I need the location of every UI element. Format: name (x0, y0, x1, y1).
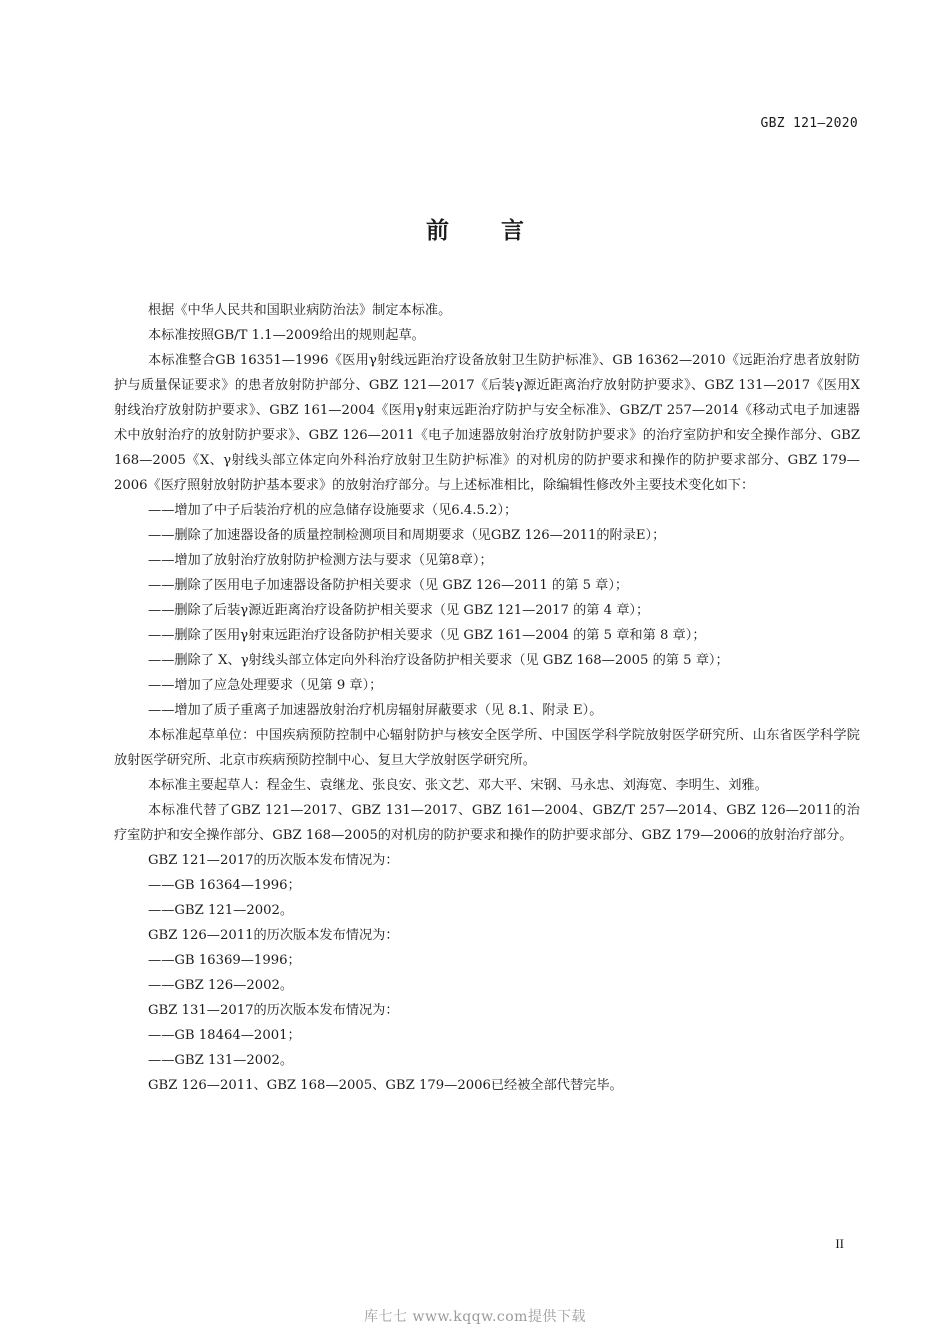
page-title: 前 言 (425, 218, 546, 244)
paragraph: 本标准按照GB/T 1.1—2009给出的规则起草。 (148, 328, 425, 343)
foreword-body (114, 298, 860, 1098)
list-item: ——GB 16364—1996； (148, 878, 301, 893)
paragraph: 本标准代替了GBZ 121—2017、GBZ 131—2017、GBZ 161—2004、GBZ/T 257—2014、GBZ 126—2011的治疗室防护和安全操作部分、GBZ 168—2005的对机房的防护要求和操作的防护要求部分、GBZ 179—2006的放射治疗部分。 (114, 803, 860, 843)
list-item: ——GBZ 131—2002。 (148, 1053, 294, 1068)
page-number: II (835, 1236, 844, 1251)
download-watermark: 库七七 www.kqqw.com提供下载 (364, 1309, 586, 1325)
list-item: ——GBZ 126—2002。 (148, 978, 294, 993)
list-item: ——增加了应急处理要求（见第 9 章）； (148, 678, 383, 693)
list-item: ——GB 18464—2001； (148, 1028, 301, 1043)
paragraph: GBZ 131—2017的历次版本发布情况为： (148, 1003, 399, 1018)
list-item: ——删除了加速器设备的质量控制检测项目和周期要求（见GBZ 126—2011的附录E）； (148, 528, 666, 543)
paragraph: 本标准起草单位：中国疾病预防控制中心辐射防护与核安全医学所、中国医学科学院放射医学研究所、山东省医学科学院放射医学研究所、北京市疾病预防控制中心、复旦大学放射医学研究所。 (114, 728, 860, 768)
paragraph: GBZ 126—2011、GBZ 168—2005、GBZ 179—2006已经被全部代替完毕。 (148, 1078, 623, 1093)
list-item: ——GBZ 121—2002。 (148, 903, 294, 918)
paragraph: 本标准主要起草人：程金生、袁继龙、张良安、张文艺、邓大平、宋钢、马永忠、刘海宽、李明生、刘雅。 (148, 778, 768, 793)
paragraph: 本标准整合GB 16351—1996《医用γ射线远距治疗设备放射卫生防护标准》、GB 16362—2010《远距治疗患者放射防护与质量保证要求》的患者放射防护部分、GBZ 121—2017《后装γ源近距离治疗放射防护要求》、GBZ 131—2017《医用X射线治疗放射防护要求》、GBZ 161—2004《医用γ射束远距治疗防护与安全标准》、GBZ/T 257—2014《移动式电子加速器术中放射治疗的放射防护要求》、GBZ 126—2011《电子加速器放射治疗放射防护要求》的治疗室防护和安全操作部分、GBZ 168—2005《X、γ射线头部立体定向外科治疗放射卫生防护标准》的对机房的防护要求和操作的防护要求部分、GBZ 179—2006《医疗照射放射防护基本要求》的放射治疗部分。与上述标准相比，除编辑性修改外主要技术变化如下： (114, 353, 860, 493)
list-item: ——GB 16369—1996； (148, 953, 301, 968)
list-item: ——增加了中子后装治疗机的应急储存设施要求（见6.4.5.2）； (148, 503, 518, 518)
standard-code: GBZ 121—2020 (760, 116, 858, 131)
list-item: ——删除了 X、γ射线头部立体定向外科治疗设备防护相关要求（见 GBZ 168—2005 的第 5 章）； (148, 653, 729, 668)
list-item: ——增加了质子重离子加速器放射治疗机房辐射屏蔽要求（见 8.1、附录 E）。 (148, 703, 603, 718)
paragraph: GBZ 121—2017的历次版本发布情况为： (148, 853, 399, 868)
list-item: ——增加了放射治疗放射防护检测方法与要求（见第8章）； (148, 553, 493, 568)
list-item: ——删除了医用γ射束远距治疗设备防护相关要求（见 GBZ 161—2004 的第 5 章和第 8 章）； (148, 628, 706, 643)
list-item: ——删除了医用电子加速器设备防护相关要求（见 GBZ 126—2011 的第 5 章）； (148, 578, 629, 593)
list-item: ——删除了后装γ源近距离治疗设备防护相关要求（见 GBZ 121—2017 的第 4 章）； (148, 603, 650, 618)
paragraph: GBZ 126—2011的历次版本发布情况为： (148, 928, 399, 943)
paragraph: 根据《中华人民共和国职业病防治法》制定本标准。 (148, 303, 452, 318)
